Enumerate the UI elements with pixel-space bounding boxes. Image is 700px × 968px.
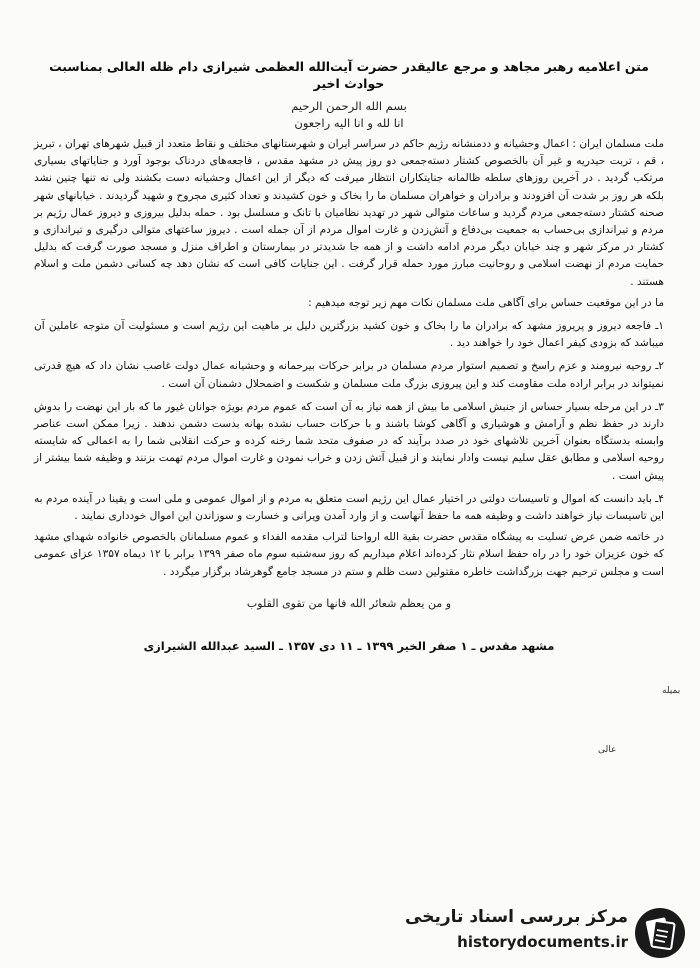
margin-note: بمیله [662,686,681,696]
appeal-paragraph: ما در این موقعیت حساس برای آگاهی ملت مسلمان نکات مهم زیر توجه میدهیم : [308,296,664,309]
document-title: متن اعلامیه رهبر مجاهد و مرجع عالیقدر حضرت آیت‌الله العظمی شیرازی دام ظله العالی بمناسبت حوادث اخیر [49,59,649,91]
quran-verse: انا لله و انا الیه راجعون [294,116,404,130]
point-4: ۴ـ باید دانست که اموال و تاسیسات دولتی در اختیار عمال این رژیم است متعلق به مردم و از اموال عمومی و ملی است و یقینا در آینده مردم به این تاسیسات نیاز خواهند داشت و وظیفه همه ما حفظ آنهاست و از وارد آمدن ویرانی و خسارت و سوزاندن این اموال خودداری نمایند . [34,492,664,523]
intro-paragraph: ملت مسلمان ایران : اعمال وحشیانه و ددمنشانه رژیم حاکم در سراسر ایران و شهرستانهای مختلف و نقاط متعدد از قبیل شهرهای تهران ، تبریز ، قم ، تربت حیدریه و غیر آن بالخصوص کشتار دسته‌جمعی دو روز پیش در مشهد مقدس ، فاجعه‌های دردناک بوجود آورد و جنایاتهای بسیاری مرتکب گردید . در آخرین روزهای سلطه ظالمانه جنایتکاران انتظار میرفت که دیگر از این اعمال وحشیانه دست بکشند ولی نه تنها چنین نشد بلکه هر روز بر شدت آن افزودند و برادران و خواهران مسلمان ما را بخاک و خون کشیدند و تعداد کثیری مجروح و شهید گردیدند . خیابانهای شهر صحنه کشتار دسته‌جمعی مردم گردید و ساعات متوالی شهر در تهدید نظامیان با تانک و مسلسل بود . حمله بدلیل بیروزی و دیروز عمال رژیم بر مردم و تیراندازی بی‌حساب به جمعیت بی‌دفاع و آتش‌زدن و غارت اموال مردم از آن جمله است . دیروز ساعتهای متوالی درگیری و تیراندازی و کشتار در مرکز شهر و چند خیابان دیگر مردم ادامه داشت و از همه جا شدیدتر در بیمارستان و اطراف منزل و مسجد صورت گرفت که بدلیل حمایت مردم از نهضت اسلامی و روحانیت مبارز مورد حمله قرار گرفت . این جنایات کافی است که نشان دهد چه کسانی دشمن ملت و اسلام هستند . [34,138,664,288]
margin-note: عالی [598,745,617,755]
point-3: ۳ـ در این مرحله بسیار حساس از جنبش اسلامی ما بیش از همه نیاز به آن است که عموم مردم بویژه جوانان غیور ما که بار این نهضت را بدوش دارند در حفظ نظم و آرامش و هوشیاری و آگاهی کوشا باشند و با حرکات حساب نشده بهانه بدست دشمن ندهند . زیرا ممکن است عناصر وابسته بدستگاه بعنوان آخرین تلاشهای خود در صدد برآیند که در صفوف متحد شما رخنه کرده و حرکت انقلابی شما را به اعمالی که شایسته روحیه اسلامی و مطابق عقل سلیم نیست وادار نمایند و از قبیل آتش زدن و خراب نمودن و غارت اموال مردم تهمت بزنند و وظیفه شما بیشتر از پیش است . [34,400,664,482]
closing-verse: و من یعظم شعائر الله فانها من تقوی القلوب [246,596,452,610]
branding-url: historydocuments.ir [457,933,628,951]
branding-watermark [386,905,686,965]
point-2: ۲ـ روحیه نیرومند و عزم راسخ و تصمیم استوار مردم مسلمان در برابر حرکات بیرحمانه و وحشیانه عمال دولت غاصب نشان داد که هیچ قدرتی نمیتواند در برابر اراده ملت مقاومت کند و این پیروزی بزرگ ملت مسلمان و شکست و اضمحلال دشمنان آن است . [34,360,664,390]
signature-line: مشهد مقدس ـ ۱ صفر الخیر ۱۳۹۹ ـ ۱۱ دی ۱۳۵۷ ـ السید عبدالله الشیرازی [143,638,555,653]
branding-name: مرکز بررسی اسناد تاریخی [405,907,628,927]
condolence-paragraph: در خاتمه ضمن عرض تسلیت به پیشگاه مقدس حضرت بقیة الله ارواحنا لتراب مقدمه الفداء و عموم مسلمانان بالخصوص خانواده شهدای مشهد که خون عزیزان خود را در راه حفظ اسلام نثار کرده‌اند اعلام میداریم که روز سه‌شنبه سوم ماه صفر ۱۳۹۹ برابر با ۱۲ دیماه ۱۳۵۷ عزای عمومی است و مجلس ترحیم جهت بزرگداشت خاطره مقتولین دست ظلم و ستم در مسجد جامع گوهرشاد برگزار میگردد . [34,531,665,578]
basmala: بسم الله الرحمن الرحیم [291,99,407,113]
point-1: ۱ـ فاجعه دیروز و پریروز مشهد که برادران ما را بخاک و خون کشید بزرگترین دلیل بر ماهیت این رژیم است و مسئولیت آن متوجه عاملین آن میباشد که بزودی کیفر اعمال خود را خواهند دید . [34,320,664,350]
document-body [34,58,664,655]
document-archive-icon [634,907,686,959]
